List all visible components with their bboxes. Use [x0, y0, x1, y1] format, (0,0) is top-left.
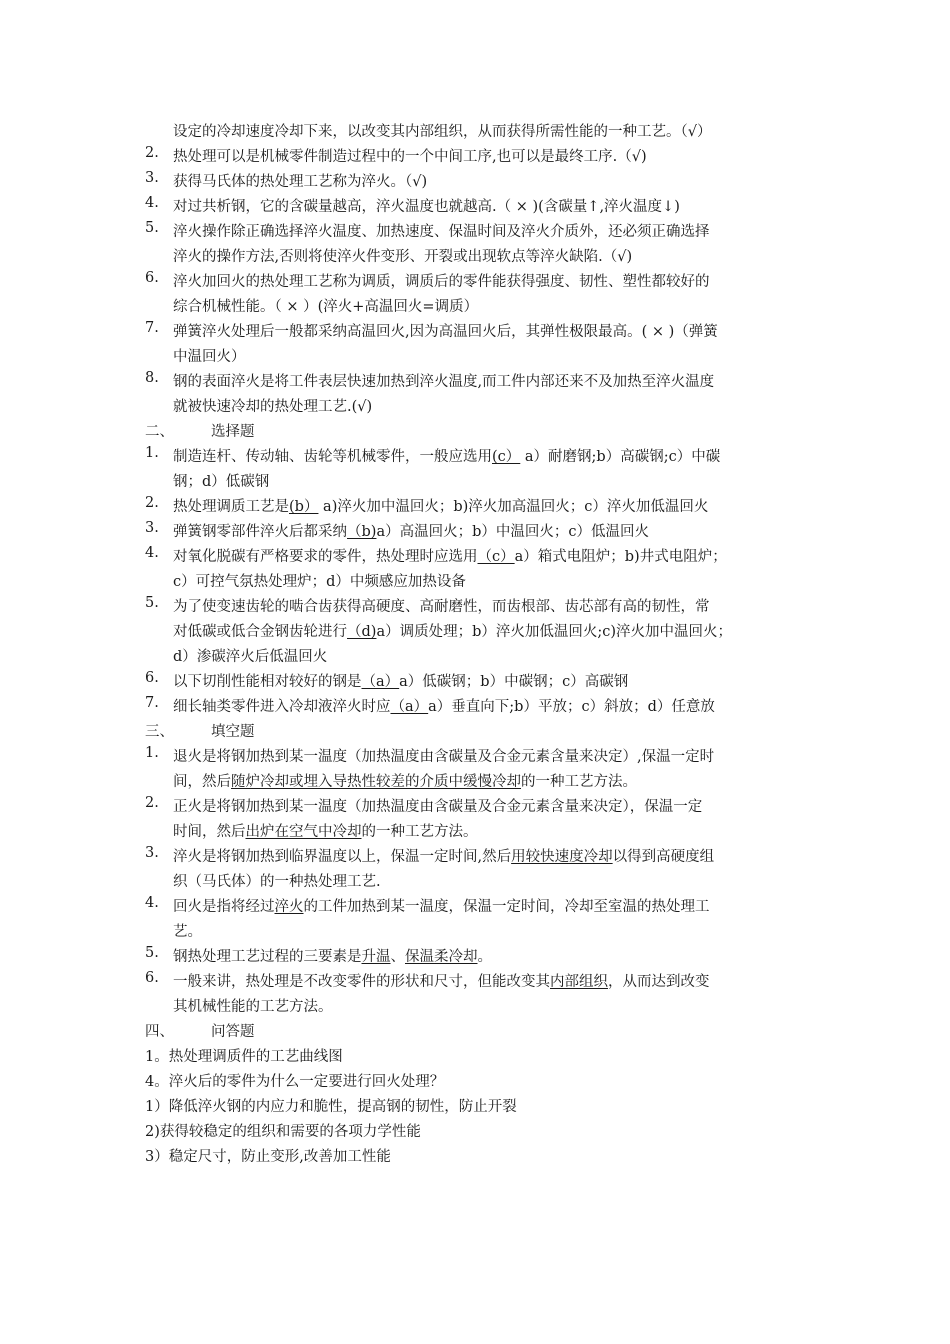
- item-number: 3.: [145, 170, 159, 186]
- document-content: [145, 120, 810, 1170]
- item-text: 艺。: [173, 924, 202, 940]
- item-number: 5.: [145, 220, 159, 236]
- answer-underline: （a）: [361, 674, 400, 690]
- item-text: 热处理可以是机械零件制造过程中的一个中间工序,也可以是最终工序.（√): [173, 149, 647, 165]
- answer-underline: 淬火: [274, 899, 304, 915]
- section-title: 选择题: [211, 424, 255, 440]
- item-number: 8.: [145, 370, 159, 386]
- choice-item-5: [145, 595, 810, 670]
- answer-underline: (b）: [289, 499, 319, 515]
- item-number: 3.: [145, 520, 159, 536]
- judge-item-1-continuation: 设定的冷却速度冷却下来，以改变其内部组织，从而获得所需性能的一种工艺。（√）: [173, 124, 712, 140]
- judge-item-7: [145, 320, 810, 370]
- item-text: 钢；d）低碳钢: [173, 474, 270, 490]
- section-heading-qa: [145, 1020, 810, 1045]
- item-text: 间，然后随炉冷却或埋入导热性较差的介质中缓慢冷却的一种工艺方法。: [173, 774, 637, 790]
- qa-line-5: 3）稳定尺寸，防止变形,改善加工性能: [145, 1149, 391, 1165]
- item-number: 7.: [145, 695, 159, 711]
- item-text: 对过共析钢，它的含碳量越高，淬火温度也就越高.（ × )(含碳量↑,淬火温度↓): [173, 199, 680, 215]
- judge-item-2: [145, 145, 810, 170]
- answer-underline: (c）: [492, 449, 521, 465]
- item-text: 制造连杆、传动轴、齿轮等机械零件，一般应选用(c） a）耐磨钢;b）高碳钢;c）中碳: [173, 449, 721, 465]
- item-text: 淬火的操作方法,否则将使淬火件变形、开裂或出现软点等淬火缺陷.（√): [173, 249, 633, 265]
- item-text: d）渗碳淬火后低温回火: [173, 649, 328, 665]
- item-number: 3.: [145, 845, 159, 861]
- item-text: 回火是指将经过淬火的工件加热到某一温度，保温一定时间，冷却至室温的热处理工: [173, 899, 710, 915]
- item-number: 4.: [145, 545, 159, 561]
- fill-item-1: [145, 745, 810, 795]
- section-heading-choice: [145, 420, 810, 445]
- choice-item-6: [145, 670, 810, 695]
- qa-line-1: 1。热处理调质件的工艺曲线图: [145, 1049, 343, 1065]
- qa-line-4: 2)获得较稳定的组织和需要的各项力学性能: [145, 1124, 421, 1140]
- answer-underline: 出炉在空气中冷却: [245, 824, 362, 840]
- fill-item-4: [145, 895, 810, 945]
- answer-underline: （b): [347, 524, 377, 540]
- choice-item-7: [145, 695, 810, 720]
- item-text: 弹簧淬火处理后一般都采纳高温回火,因为高温回火后，其弹性极限最高。( × )（弹簧: [173, 324, 718, 340]
- answer-underline: （c）: [477, 549, 515, 565]
- answer-underline: 保温柔冷却: [405, 949, 478, 965]
- section-number: 二、: [145, 424, 174, 440]
- item-text: 对低碳或低合金钢齿轮进行（d)a）调质处理；b）淬火加低温回火;c)淬火加中温回火；: [173, 624, 733, 640]
- item-number: 5.: [145, 945, 159, 961]
- fill-item-3: [145, 845, 810, 895]
- answer-underline: 用较快速度冷却: [511, 849, 613, 865]
- item-text: 获得马氏体的热处理工艺称为淬火。（√): [173, 174, 428, 190]
- section-heading-fill: [145, 720, 810, 745]
- answer-underline: （a）: [390, 699, 429, 715]
- answer-underline: 升温: [361, 949, 391, 965]
- item-number: 1.: [145, 745, 159, 761]
- item-number: 2.: [145, 495, 159, 511]
- item-number: 2.: [145, 795, 159, 811]
- answer-underline: 内部组织: [550, 974, 608, 990]
- item-text: 淬火操作除正确选择淬火温度、加热速度、保温时间及淬火介质外，还必须正确选择: [173, 224, 710, 240]
- item-number: 6.: [145, 270, 159, 286]
- item-text: 钢热处理工艺过程的三要素是升温、保温柔冷却。: [173, 949, 492, 965]
- judge-item-8: [145, 370, 810, 420]
- item-number: 7.: [145, 320, 159, 336]
- item-text: 织（马氏体）的一种热处理工艺.: [173, 874, 381, 890]
- item-text: 时间，然后出炉在空气中冷却的一种工艺方法。: [173, 824, 478, 840]
- section-title: 问答题: [211, 1024, 255, 1040]
- item-text: 一般来讲，热处理是不改变零件的形状和尺寸，但能改变其内部组织，从而达到改变: [173, 974, 710, 990]
- fill-item-5: [145, 945, 810, 970]
- item-text: 弹簧钢零部件淬火后都采纳（b)a）高温回火；b）中温回火；c）低温回火: [173, 524, 649, 540]
- item-text: 细长轴类零件进入冷却液淬火时应（a）a）垂直向下;b）平放；c）斜放；d）任意放: [173, 699, 715, 715]
- item-text: 就被快速冷却的热处理工艺.(√): [173, 399, 373, 415]
- item-number: 6.: [145, 670, 159, 686]
- section-number: 四、: [145, 1024, 174, 1040]
- item-text: 钢的表面淬火是将工件表层快速加热到淬火温度,而工件内部还来不及加热至淬火温度: [173, 374, 715, 390]
- choice-item-3: [145, 520, 810, 545]
- item-text: 淬火加回火的热处理工艺称为调质，调质后的零件能获得强度、韧性、塑性都较好的: [173, 274, 710, 290]
- choice-item-4: [145, 545, 810, 595]
- item-text: 淬火是将钢加热到临界温度以上，保温一定时间,然后用较快速度冷却以得到高硬度组: [173, 849, 715, 865]
- qa-line-2: 4。淬火后的零件为什么一定要进行回火处理？: [145, 1074, 445, 1090]
- item-number: 4.: [145, 195, 159, 211]
- item-text: 热处理调质工艺是(b） a)淬火加中温回火；b)淬火加高温回火；c）淬火加低温回火: [173, 499, 709, 515]
- item-text: 正火是将钢加热到某一温度（加热温度由含碳量及合金元素含量来决定），保温一定: [173, 799, 703, 815]
- choice-item-1: [145, 445, 810, 495]
- item-number: 6.: [145, 970, 159, 986]
- answer-underline: （d): [347, 624, 377, 640]
- item-text: 退火是将钢加热到某一温度（加热温度由含碳量及合金元素含量来决定）,保温一定时: [173, 749, 715, 765]
- judge-item-5: [145, 220, 810, 270]
- qa-line-3: 1）降低淬火钢的内应力和脆性，提高钢的韧性，防止开裂: [145, 1099, 517, 1115]
- judge-item-3: [145, 170, 810, 195]
- item-text: 其机械性能的工艺方法。: [173, 999, 333, 1015]
- item-number: 2.: [145, 145, 159, 161]
- item-number: 5.: [145, 595, 159, 611]
- item-text: c）可控气氛热处理炉；d）中频感应加热设备: [173, 574, 466, 590]
- item-text: 对氧化脱碳有严格要求的零件，热处理时应选用（c）a）箱式电阻炉；b)井式电阻炉；: [173, 549, 727, 565]
- choice-item-2: [145, 495, 810, 520]
- judge-item-4: [145, 195, 810, 220]
- item-text: 中温回火）: [173, 349, 246, 365]
- section-title: 填空题: [211, 724, 255, 740]
- item-text: 以下切削性能相对较好的钢是（a）a）低碳钢；b）中碳钢；c）高碳钢: [173, 674, 629, 690]
- item-number: 4.: [145, 895, 159, 911]
- item-text: 为了使变速齿轮的啮合齿获得高硬度、高耐磨性，而齿根部、齿芯部有高的韧性，常: [173, 599, 710, 615]
- answer-underline: 随炉冷却或埋入导热性较差的介质中缓慢冷却: [231, 774, 521, 790]
- fill-item-6: [145, 970, 810, 1020]
- fill-item-2: [145, 795, 810, 845]
- item-number: 1.: [145, 445, 159, 461]
- judge-item-6: [145, 270, 810, 320]
- item-text: 综合机械性能。（ × ）(淬火+高温回火=调质）: [173, 299, 479, 315]
- section-number: 三、: [145, 724, 174, 740]
